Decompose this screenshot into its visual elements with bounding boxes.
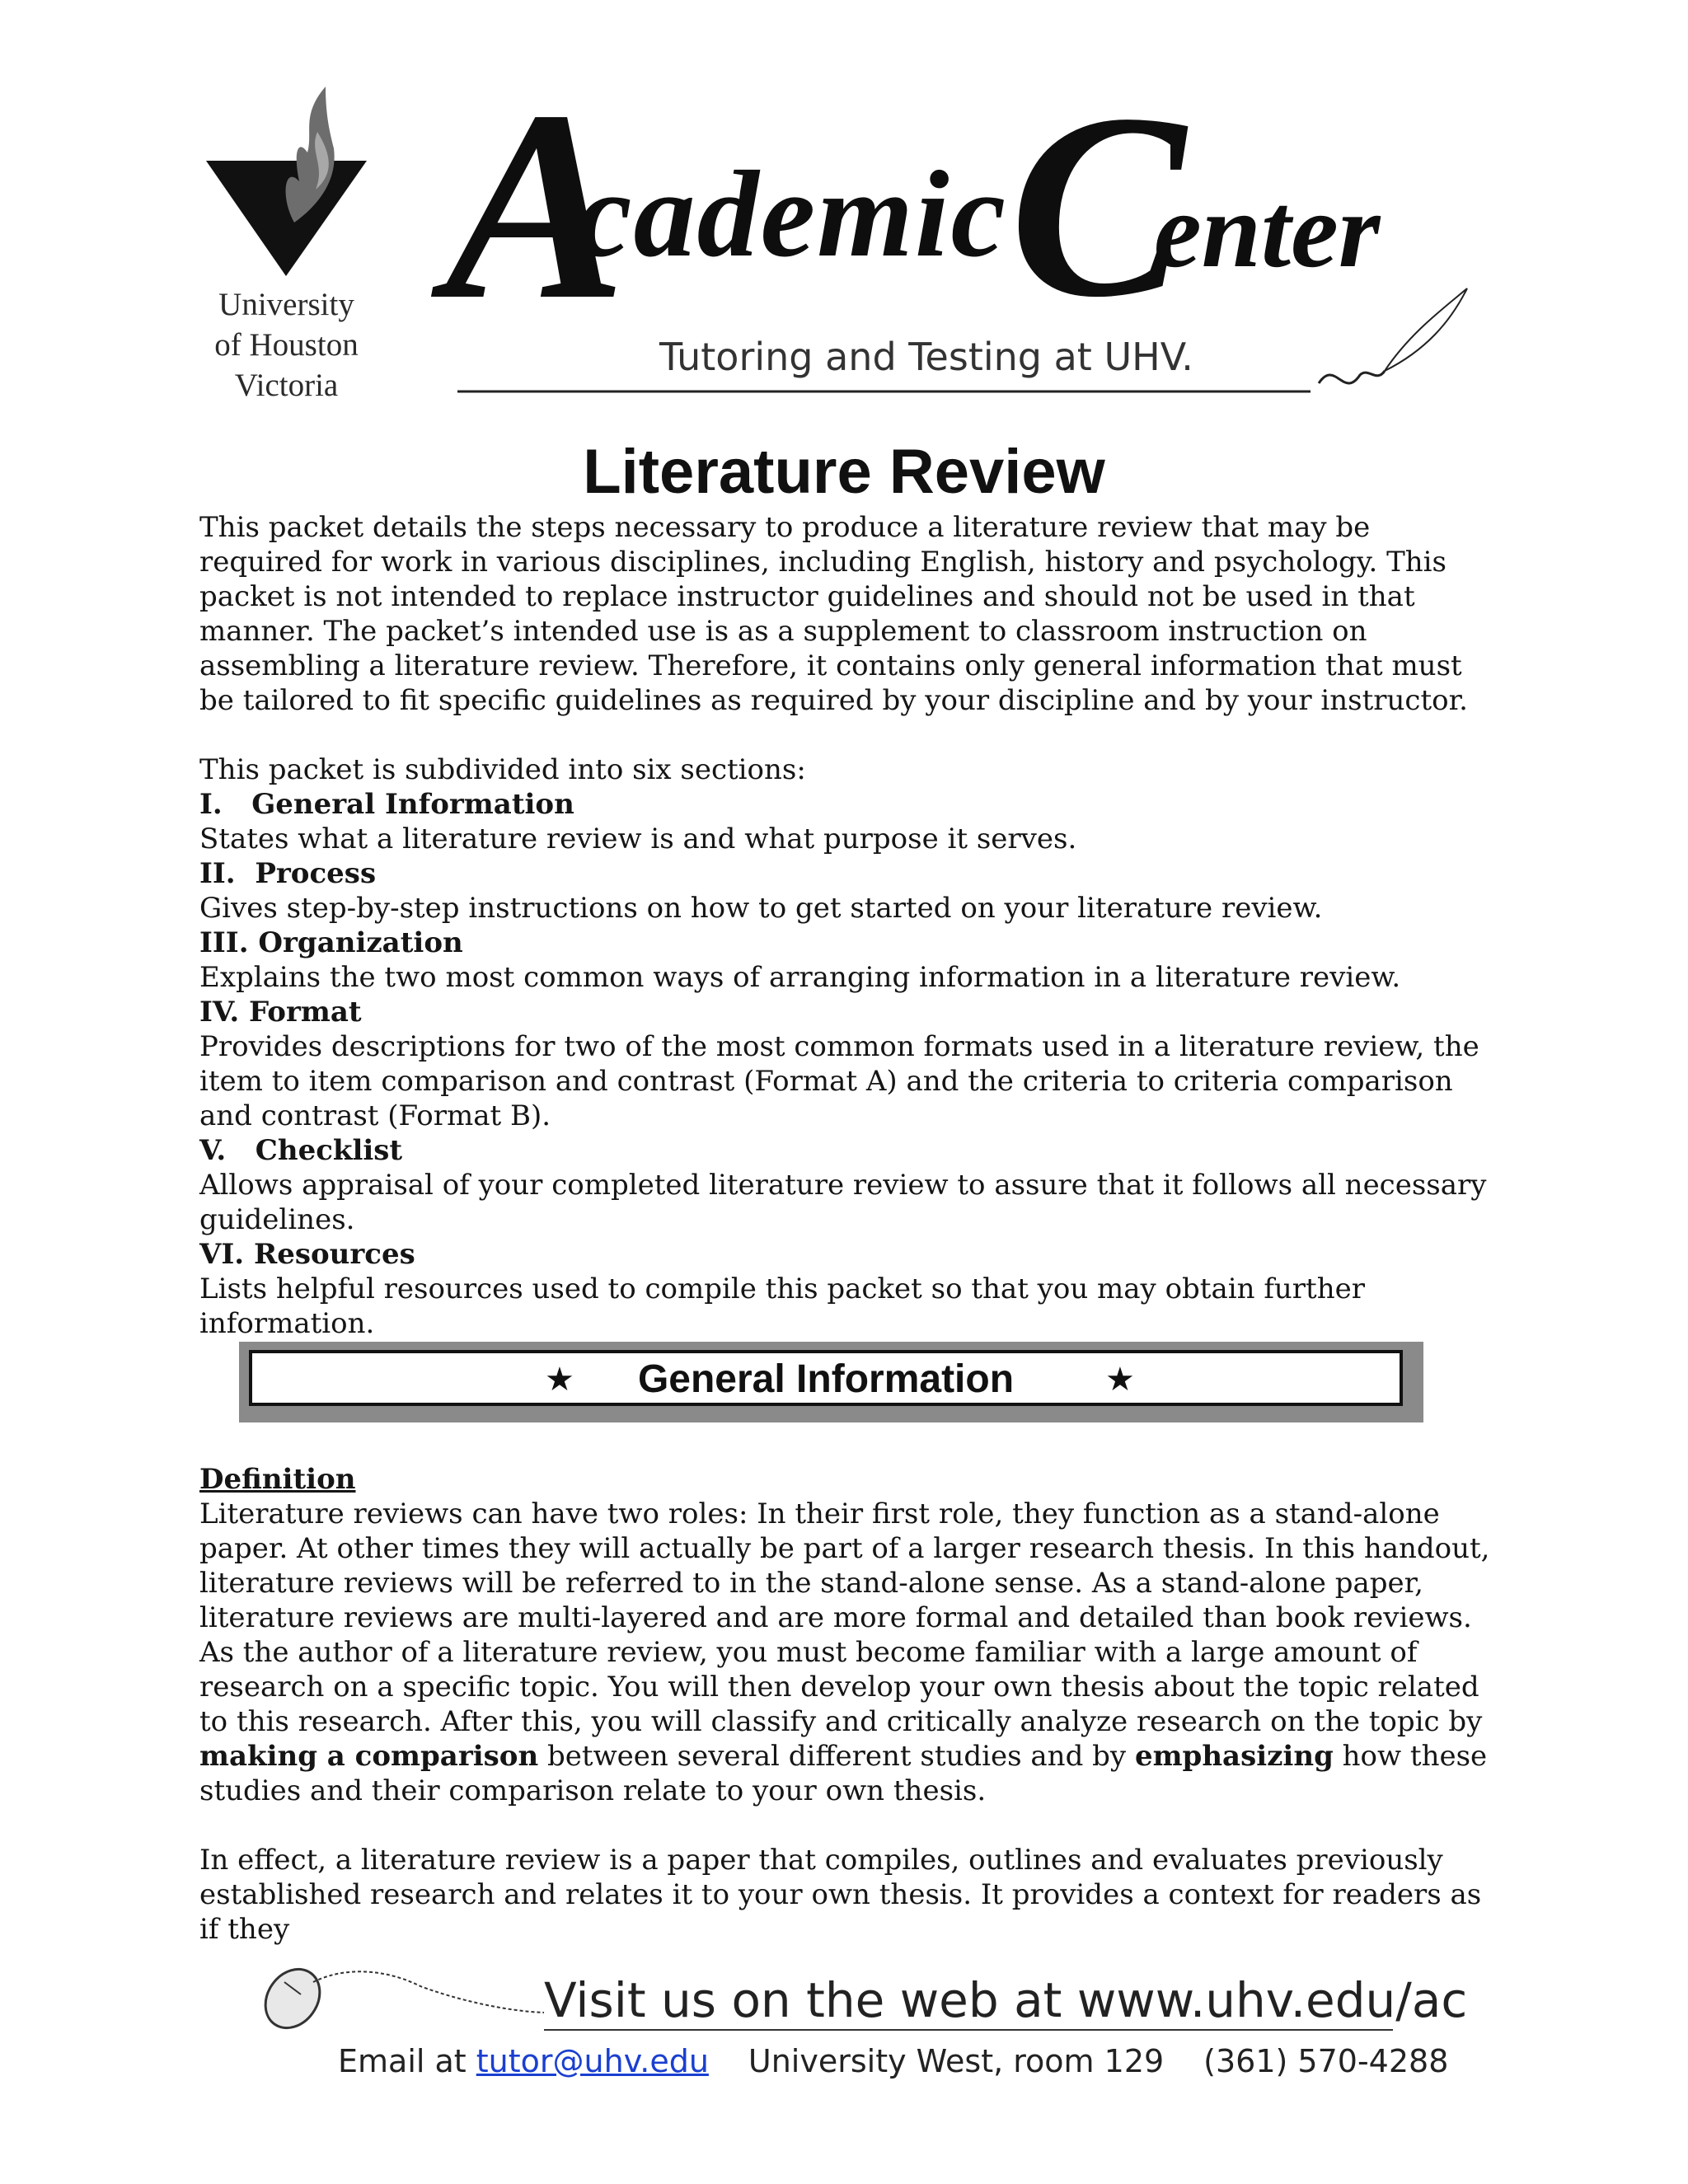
- intro-paragraph: [199, 510, 1502, 718]
- footer-phone: (361) 570-4288: [1203, 2043, 1449, 2079]
- logo-letter-a: A: [445, 55, 627, 356]
- section-banner-frame: [249, 1350, 1403, 1406]
- star-icon: ★: [1105, 1361, 1135, 1399]
- footer-website-text: Visit us on the web at www.uhv.edu/ac: [544, 1972, 1468, 2028]
- definition-emphasis-1: making a comparison: [199, 1740, 539, 1773]
- section-heading-checklist: V. Checklist: [199, 1134, 403, 1167]
- section-desc-process: Gives step-by-step instructions on how to get started on your literature review.: [199, 892, 1323, 925]
- logo-word-enter: enter: [1154, 171, 1381, 290]
- definition-paragraph: [199, 1497, 1502, 1808]
- footer-location: University West, room 129: [748, 2043, 1165, 2079]
- star-icon: ★: [545, 1361, 574, 1399]
- computer-mouse-icon: [256, 1961, 552, 2036]
- section-desc-general-information: States what a literature review is and what purpose it serves.: [199, 823, 1077, 855]
- section-banner: [239, 1342, 1423, 1422]
- effect-paragraph: [199, 1843, 1502, 1947]
- definition-text-1: Literature reviews can have two roles: In their first role, they function as a stand-alone paper. At other times they will actually be part of a larger research thesis. In this handout, literature reviews will be referred to in the stand-alone sense. As a stand-alone paper, literature reviews are multi-layered and are more formal and detailed than book reviews. As the author of a literature review, you must become familiar with a large amount of research on a specific topic. You will then develop your own thesis about the topic related to this research. After this, you will classify and critically analyze research on the topic by: [199, 1497, 1490, 1738]
- logo-letter-c: C: [1010, 60, 1186, 352]
- section-banner-title: General Information: [637, 1357, 1015, 1401]
- section-desc-checklist: Allows appraisal of your completed literature review to assure that it follows all necessary guidelines.: [199, 1169, 1487, 1236]
- definition-section: [199, 1462, 1502, 1808]
- footer-divider: [544, 2029, 1393, 2031]
- logo-tagline: Tutoring and Testing at UHV.: [659, 335, 1193, 379]
- effect-text: In effect, a literature review is a paper that compiles, outlines and evaluates previously established research and relates it to your own thesis. It provides a context for readers as if they: [199, 1844, 1482, 1946]
- section-desc-organization: Explains the two most common ways of arranging information in a literature review.: [199, 961, 1401, 994]
- section-heading-organization: III. Organization: [199, 926, 463, 959]
- section-heading-process: II. Process: [199, 857, 377, 890]
- sections-overview: [199, 752, 1502, 1341]
- document-title: Literature Review: [583, 437, 1105, 507]
- footer-email-link[interactable]: tutor@uhv.edu: [476, 2043, 709, 2079]
- definition-heading: Definition: [199, 1463, 356, 1496]
- section-heading-format: IV. Format: [199, 996, 362, 1029]
- university-line-2: of Houston: [214, 327, 359, 363]
- section-desc-format: Provides descriptions for two of the most common formats used in a literature review, the item to item comparison and contrast (Format A) and the criteria to criteria comparison and contrast (Format B).: [199, 1030, 1479, 1132]
- definition-text-2: between several different studies and by: [538, 1740, 1135, 1773]
- section-heading-general-information: I. General Information: [199, 788, 574, 821]
- section-desc-resources: Lists helpful resources used to compile this packet so that you may obtain further information.: [199, 1272, 1365, 1340]
- uhv-logo: [198, 82, 375, 412]
- logo-word-cademic: cademic: [577, 146, 1008, 283]
- sections-intro: This packet is subdivided into six sections:: [199, 753, 806, 786]
- university-line-1: University: [218, 287, 354, 322]
- university-name: [198, 284, 375, 405]
- academic-center-logo: [396, 55, 1484, 416]
- footer-email-label: Email at: [338, 2043, 476, 2079]
- definition-text-3: how these studies and their comparison relate to your own thesis.: [199, 1740, 1488, 1807]
- intro-text: This packet details the steps necessary to produce a literature review that may be required for work in various disciplines, including English, history and psychology. This packet is not intended to replace instructor guidelines and should not be used in that manner. The packet’s intended use is as a supplement to classroom instruction on assembling a literature review. Therefore, it contains only general information that must be tailored to fit specific guidelines as required by your discipline and by your instructor.: [199, 511, 1468, 717]
- section-heading-resources: VI. Resources: [199, 1238, 415, 1271]
- footer-contact: [338, 2041, 1449, 2082]
- definition-emphasis-2: emphasizing: [1134, 1740, 1334, 1773]
- uhv-flame-logo-icon: [202, 82, 371, 280]
- university-line-3: Victoria: [234, 368, 339, 403]
